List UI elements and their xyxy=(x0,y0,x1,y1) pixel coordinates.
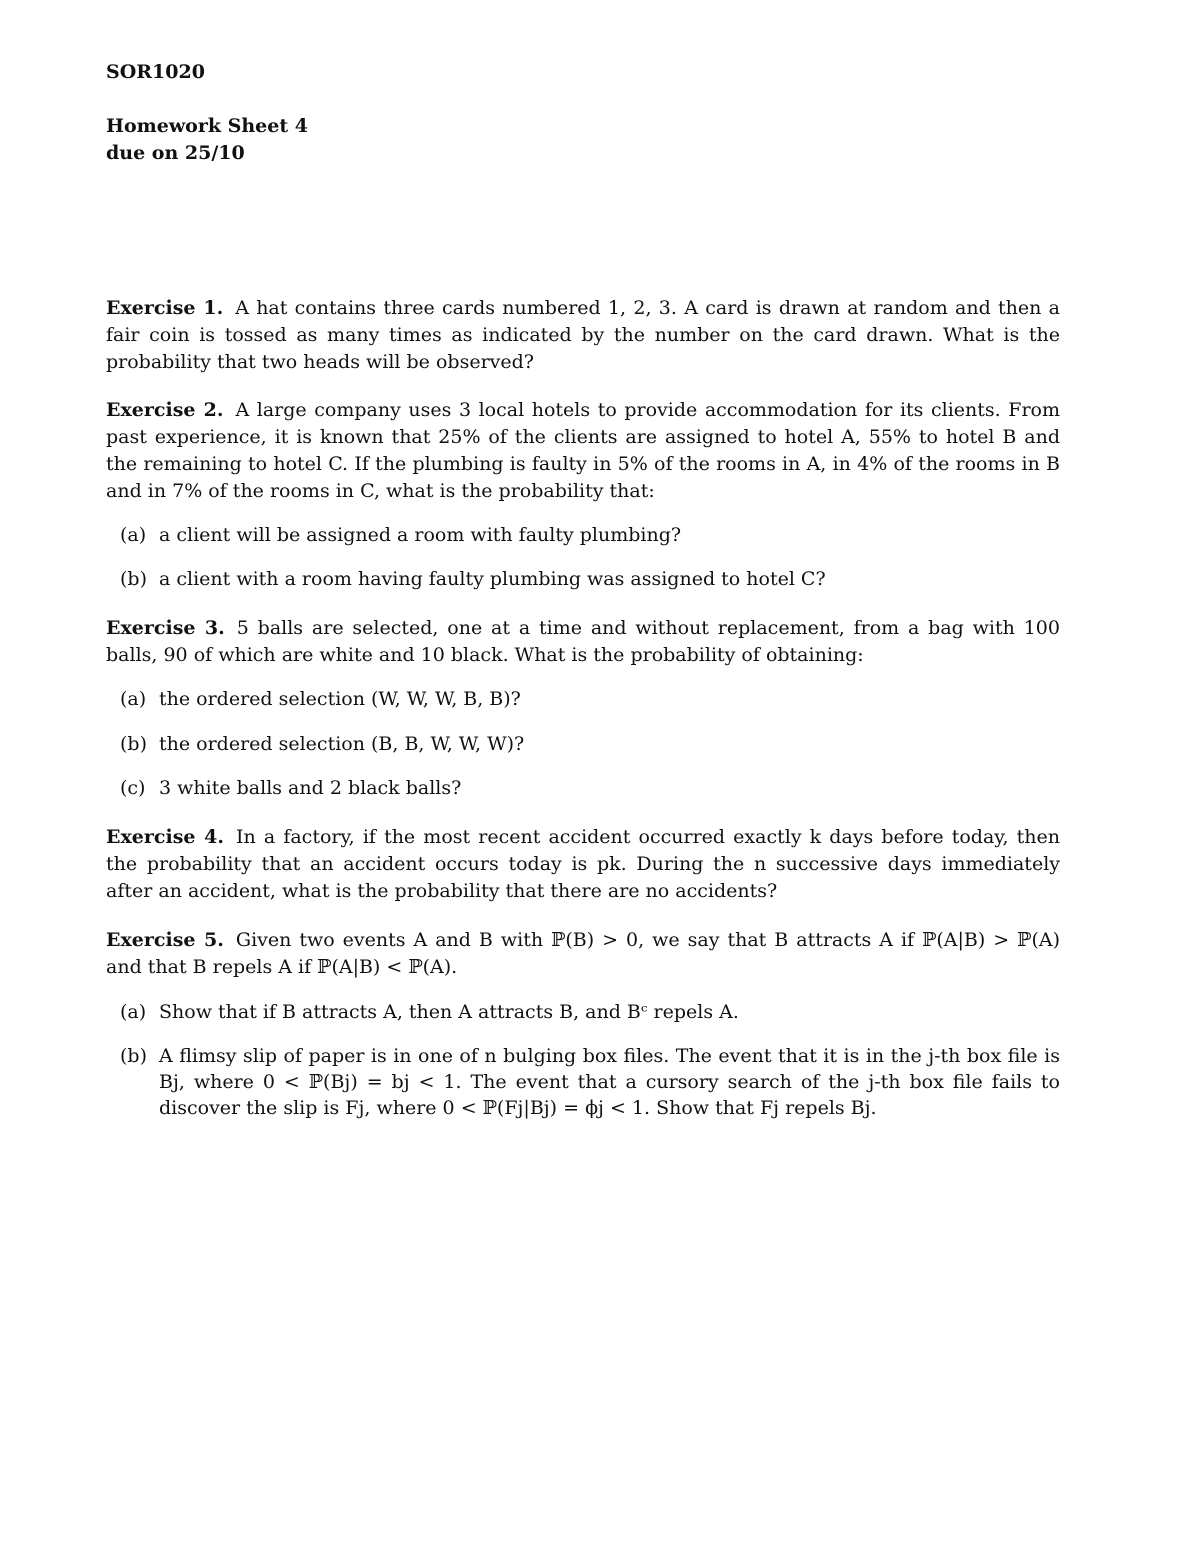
exercise-label: Exercise 3. xyxy=(106,617,225,639)
exercise-text: Given two events A and B with ℙ(B) > 0, we say that B attracts A if ℙ(A|B) > ℙ(A) and that B repels A if ℙ(A|B) < ℙ(A). xyxy=(106,929,1060,978)
item-marker: (c) xyxy=(120,777,146,799)
item-marker: (b) xyxy=(120,1045,147,1067)
exercise-3 xyxy=(106,615,1060,669)
exercise-1 xyxy=(106,295,1060,376)
exercise-label: Exercise 1. xyxy=(106,297,224,319)
item-text: 3 white balls and 2 black balls? xyxy=(159,777,462,799)
exercise-label: Exercise 5. xyxy=(106,929,224,951)
exercise-4 xyxy=(106,824,1060,905)
sheet-title: Homework Sheet 4 xyxy=(106,115,308,137)
item-text: a client with a room having faulty plumbing was assigned to hotel C? xyxy=(159,568,826,590)
item-marker: (a) xyxy=(120,1001,147,1023)
item-text: Show that if B attracts A, then A attracts B, and Bᶜ repels A. xyxy=(159,1001,739,1023)
item-text: the ordered selection (W, W, W, B, B)? xyxy=(159,688,521,710)
exercise-text: In a factory, if the most recent accident occurred exactly k days before today, then the probability that an accident occurs today is pk. During the n successive days immediately after an accident, what is the probability that there are no accidents? xyxy=(106,826,1060,902)
item-marker: (a) xyxy=(120,688,147,710)
item-marker: (b) xyxy=(120,733,147,755)
due-date: due on 25/10 xyxy=(106,142,245,164)
course-code: SOR1020 xyxy=(106,61,205,83)
exercise-text: A large company uses 3 local hotels to provide accommodation for its clients. From past experience, it is known that 25% of the clients are assigned to hotel A, 55% to hotel B and the remaining to hotel C. If the plumbing is faulty in 5% of the rooms in A, in 4% of the rooms in B and in 7% of the rooms in C, what is the probability that: xyxy=(106,399,1060,502)
exercise-label: Exercise 2. xyxy=(106,399,224,421)
exercise-5 xyxy=(106,927,1060,981)
item-text: the ordered selection (B, B, W, W, W)? xyxy=(159,733,525,755)
exercise-label: Exercise 4. xyxy=(106,826,225,848)
exercise-text: A hat contains three cards numbered 1, 2, 3. A card is drawn at random and then a fair coin is tossed as many times as indicated by the number on the card drawn. What is the probability that two heads will be observed? xyxy=(106,297,1060,373)
item-text: A flimsy slip of paper is in one of n bulging box files. The event that it is in the j-th box file is Bj, where 0 < ℙ(Bj) = bj < 1. The event that a cursory search of the j-th box file fails to discover the slip is Fj, where 0 < ℙ(Fj|Bj) = ϕj < 1. Show that Fj repels Bj. xyxy=(159,1045,1060,1119)
item-text: a client will be assigned a room with faulty plumbing? xyxy=(159,524,682,546)
exercise-text: 5 balls are selected, one at a time and without replacement, from a bag with 100 balls, 90 of which are white and 10 black. What is the probability of obtaining: xyxy=(106,617,1060,666)
exercise-2 xyxy=(106,397,1060,505)
item-marker: (a) xyxy=(120,524,147,546)
item-marker: (b) xyxy=(120,568,147,590)
